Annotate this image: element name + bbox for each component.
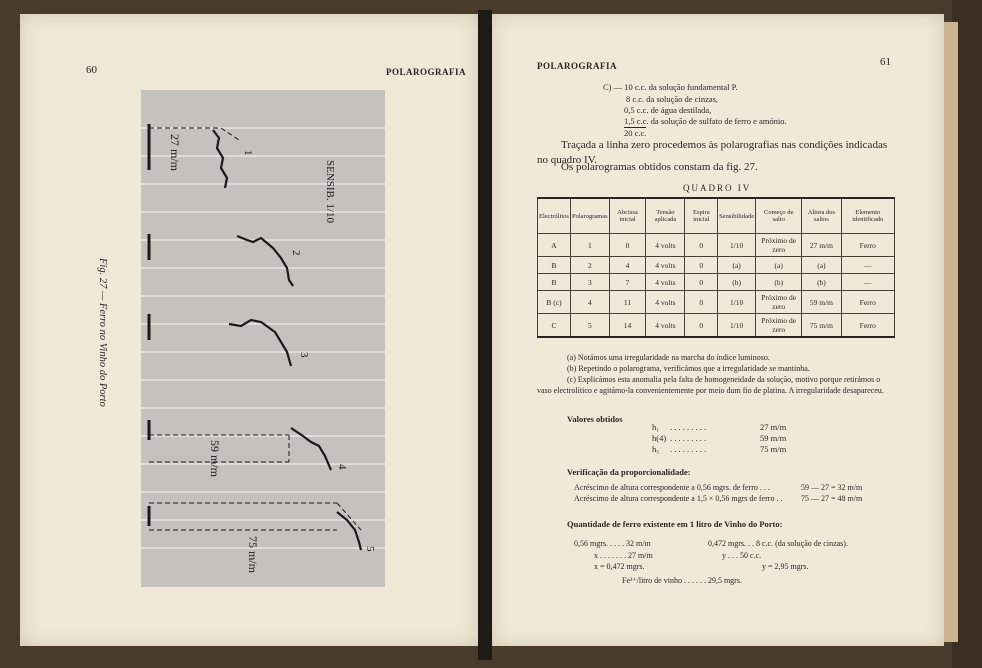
table-cell: 3 bbox=[570, 274, 609, 291]
verification-text: Acréscimo de altura correspondente a 0,56 mgrs. de ferro . . . bbox=[574, 483, 770, 492]
table-cell: 1/10 bbox=[718, 234, 756, 257]
curve-label-1: 1 bbox=[242, 150, 254, 156]
quantity-line: y . . . 50 c.c. bbox=[722, 551, 762, 560]
right-page-number: 61 bbox=[880, 56, 891, 68]
composition-total: 20 c.c. bbox=[624, 128, 647, 138]
quadro-iv-table bbox=[537, 197, 895, 338]
table-cell: 1 bbox=[570, 234, 609, 257]
table-cell: 4 volts bbox=[646, 274, 685, 291]
table-cell: 0 bbox=[685, 291, 718, 314]
verification-text: Acréscimo de altura correspondente a 1,5 × 0,56 mgrs de ferro . . bbox=[574, 494, 783, 503]
value-dots: . . . . . . . . . bbox=[670, 433, 707, 443]
page-edge bbox=[944, 22, 958, 642]
table-cell: Próximo de zero bbox=[756, 234, 802, 257]
quantity-line: x = 0,472 mgrs. bbox=[594, 562, 645, 571]
table-cell: 27 m/m bbox=[802, 234, 841, 257]
table-cell: 1/10 bbox=[718, 291, 756, 314]
table-cell: B bbox=[538, 257, 571, 274]
table-cell: 0 bbox=[685, 274, 718, 291]
composition-line: 1,5 c.c. da solução de sulfato de ferro e amónio. bbox=[624, 116, 787, 126]
verification-calc: 75 — 27 = 48 m/m bbox=[801, 494, 863, 503]
table-row bbox=[538, 274, 895, 291]
table-note-b: (b) Repetindo o polarograma, verificámos que a irregularidade se mantinha. bbox=[567, 364, 810, 373]
table-cell: (b) bbox=[718, 274, 756, 291]
composition-line: 8 c.c. da solução de cinzas, bbox=[626, 94, 719, 104]
quantity-result: Fe³⁺/litro de vinho . . . . . . 29,5 mgrs. bbox=[622, 576, 742, 585]
table-row bbox=[538, 234, 895, 257]
table-cell: Próximo de zero bbox=[756, 291, 802, 314]
quantity-line: 0,472 mgrs. . . 8 c.c. (da solução de cinzas). bbox=[708, 539, 848, 548]
table-note-a: (a) Notámos uma irregularidade na marcha do índice luminoso. bbox=[567, 353, 770, 362]
right-running-head: POLAROGRAFIA bbox=[537, 61, 617, 71]
curve-label-2: 2 bbox=[290, 250, 302, 256]
table-header: Começo de salto bbox=[756, 198, 802, 234]
table-cell: 4 volts bbox=[646, 314, 685, 338]
composition-line: C) — 10 c.c. da solução fundamental P. bbox=[603, 82, 738, 92]
table-cell: B bbox=[538, 274, 571, 291]
value-dots: . . . . . . . . . bbox=[670, 422, 707, 432]
table-cell: — bbox=[841, 257, 894, 274]
verification-title: Verificação da proporcionalidade: bbox=[567, 467, 691, 477]
table-header: Sensibilidade bbox=[718, 198, 756, 234]
left-running-head: POLAROGRAFIA bbox=[386, 67, 466, 77]
table-cell: C bbox=[538, 314, 571, 338]
height-label-1: 27 m/m bbox=[168, 134, 182, 172]
value-dots: . . . . . . . . . bbox=[670, 444, 707, 454]
value-label: h₅ bbox=[652, 444, 660, 454]
table-cell: (b) bbox=[802, 274, 841, 291]
sensibility-label: SENSIB. 1/10 bbox=[324, 160, 336, 223]
table-header: Elemento identificado bbox=[841, 198, 894, 234]
table-cell: B (c) bbox=[538, 291, 571, 314]
table-cell: 0 bbox=[685, 234, 718, 257]
table-cell: 1/10 bbox=[718, 314, 756, 338]
book-gutter bbox=[478, 10, 492, 660]
quantity-line: y = 2,95 mgrs. bbox=[762, 562, 809, 571]
table-cell: Próximo de zero bbox=[756, 314, 802, 338]
table-cell: 4 bbox=[609, 257, 646, 274]
table-cell: 4 volts bbox=[646, 234, 685, 257]
table-cell: 5 bbox=[570, 314, 609, 338]
table-cell: 7 bbox=[609, 274, 646, 291]
table-header: Espira inicial bbox=[685, 198, 718, 234]
verification-calc: 59 — 27 = 32 m/m bbox=[801, 483, 863, 492]
polarogram-traces bbox=[141, 90, 385, 587]
quantity-line: 0,56 mgrs. . . . . 32 m/m bbox=[574, 539, 651, 548]
value-label: h(4) bbox=[652, 433, 667, 443]
value-label: h₁ bbox=[652, 422, 660, 432]
table-cell: (a) bbox=[802, 257, 841, 274]
table-cell: Ferro bbox=[841, 234, 894, 257]
figure-caption: Fig. 27 — Ferro no Vinho do Porto bbox=[97, 258, 108, 407]
height-label-5: 75 m/m bbox=[246, 536, 260, 574]
table-cell: 0 bbox=[609, 234, 646, 257]
table-cell: 14 bbox=[609, 314, 646, 338]
table-cell: (a) bbox=[756, 257, 802, 274]
table-header: Electrólitos bbox=[538, 198, 571, 234]
table-cell: (a) bbox=[718, 257, 756, 274]
value-number: 59 m/m bbox=[760, 433, 787, 443]
table-cell: 0 bbox=[685, 314, 718, 338]
curve-label-4: 4 bbox=[336, 464, 348, 470]
paragraph-1: Traçada a linha zero procedemos às polarografias nas condições indicadas no quadro IV. bbox=[537, 139, 888, 166]
table-cell: 0 bbox=[685, 257, 718, 274]
table-cell: 4 bbox=[570, 291, 609, 314]
table-header: Polarogramas bbox=[570, 198, 609, 234]
table-row bbox=[538, 291, 895, 314]
table-cell: 75 m/m bbox=[802, 314, 841, 338]
height-label-4: 59 m/m bbox=[208, 440, 222, 478]
table-header: Tensão aplicada bbox=[646, 198, 685, 234]
table-row bbox=[538, 257, 895, 274]
table-cell: Ferro bbox=[841, 314, 894, 338]
quantity-title: Quantidade de ferro existente em 1 litro de Vinho do Porto: bbox=[567, 519, 783, 529]
quantity-line: x . . . . . . . 27 m/m bbox=[594, 551, 653, 560]
table-row bbox=[538, 314, 895, 338]
table-cell: Ferro bbox=[841, 291, 894, 314]
value-number: 27 m/m bbox=[760, 422, 787, 432]
curve-label-3: 3 bbox=[298, 352, 310, 358]
table-cell: 4 volts bbox=[646, 291, 685, 314]
left-page-number: 60 bbox=[86, 64, 97, 76]
table-cell: 2 bbox=[570, 257, 609, 274]
table-title: QUADRO IV bbox=[683, 183, 752, 193]
table-cell: A bbox=[538, 234, 571, 257]
table-header: Altura dos saltos bbox=[802, 198, 841, 234]
paragraph-2: Os polarogramas obtidos constam da fig. 27. bbox=[561, 161, 758, 173]
value-number: 75 m/m bbox=[760, 444, 787, 454]
polarogram-photo bbox=[141, 90, 385, 587]
table-cell: 59 m/m bbox=[802, 291, 841, 314]
composition-line: 0,5 c.c. de água destilada, bbox=[624, 105, 712, 115]
curve-label-5: 5 bbox=[364, 546, 376, 552]
table-cell: 11 bbox=[609, 291, 646, 314]
table-note-c: (c) Explicámos esta anomalia pela falta de homogeneidade da solução, motivo porque retirámos o vaso electrolítico e agitámo-la convenientemente por meio dum fio de platina. A irregularidade desapareceu. bbox=[537, 375, 884, 395]
table-cell: — bbox=[841, 274, 894, 291]
values-title: Valores obtidos bbox=[567, 414, 623, 424]
table-cell: 4 volts bbox=[646, 257, 685, 274]
table-header: Abcissa inicial bbox=[609, 198, 646, 234]
table-cell: (b) bbox=[756, 274, 802, 291]
